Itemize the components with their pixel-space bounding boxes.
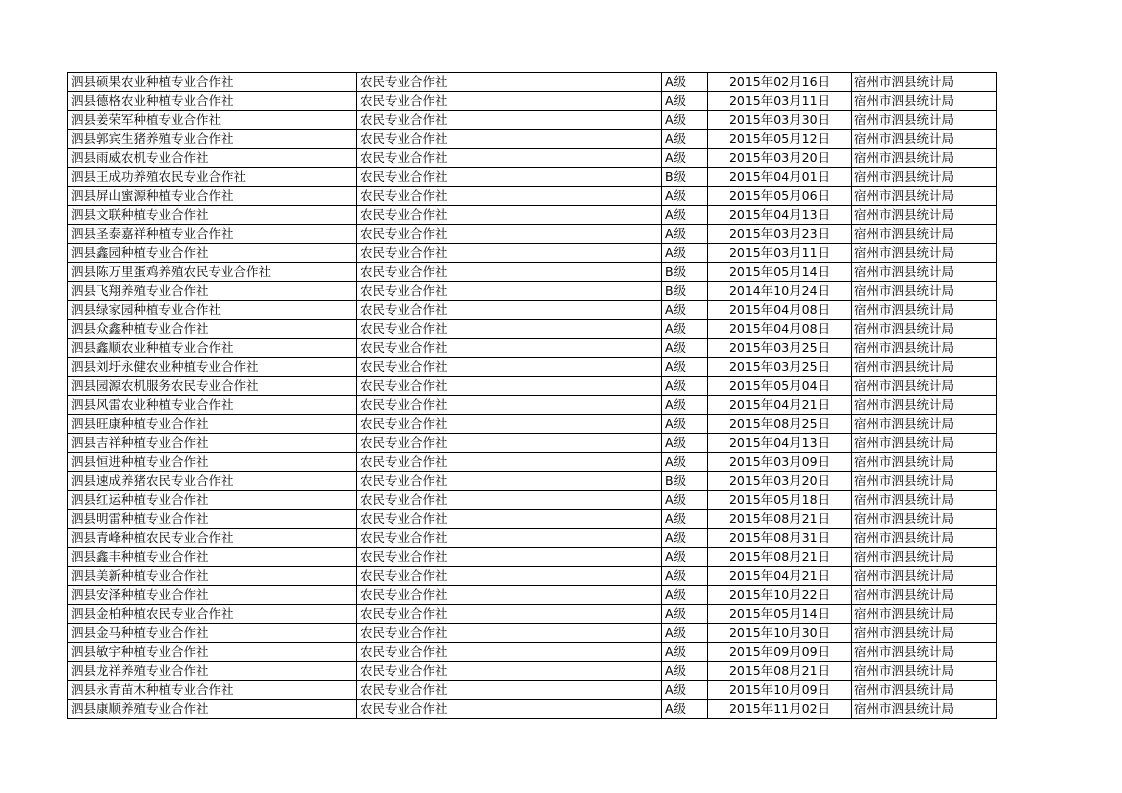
table-row: [68, 225, 997, 244]
cooperative-type-cell: 农民专业合作社: [357, 453, 662, 472]
grade-cell: A级: [662, 548, 708, 567]
bureau-cell: 宿州市泗县统计局: [852, 510, 997, 529]
date-cell: 2015年04月21日: [708, 567, 852, 586]
bureau-cell: 宿州市泗县统计局: [852, 320, 997, 339]
bureau-cell: 宿州市泗县统计局: [852, 453, 997, 472]
cooperative-type-cell: 农民专业合作社: [357, 510, 662, 529]
cooperative-type-cell: 农民专业合作社: [357, 643, 662, 662]
table-row: [68, 92, 997, 111]
cooperative-name-cell: 泗县刘圩永健农业种植专业合作社: [68, 358, 357, 377]
table-row: [68, 206, 997, 225]
table-row: [68, 586, 997, 605]
bureau-cell: 宿州市泗县统计局: [852, 187, 997, 206]
cooperative-type-cell: 农民专业合作社: [357, 301, 662, 320]
cooperative-name-cell: 泗县姜荣军种植专业合作社: [68, 111, 357, 130]
table-row: [68, 643, 997, 662]
bureau-cell: 宿州市泗县统计局: [852, 529, 997, 548]
date-cell: 2015年05月04日: [708, 377, 852, 396]
table-row: [68, 662, 997, 681]
grade-cell: B级: [662, 168, 708, 187]
cooperative-type-cell: 农民专业合作社: [357, 187, 662, 206]
date-cell: 2015年04月08日: [708, 301, 852, 320]
bureau-cell: 宿州市泗县统计局: [852, 586, 997, 605]
cooperative-name-cell: 泗县王成功养殖农民专业合作社: [68, 168, 357, 187]
cooperative-type-cell: 农民专业合作社: [357, 586, 662, 605]
date-cell: 2015年03月25日: [708, 358, 852, 377]
grade-cell: A级: [662, 700, 708, 719]
bureau-cell: 宿州市泗县统计局: [852, 377, 997, 396]
grade-cell: A级: [662, 567, 708, 586]
grade-cell: A级: [662, 244, 708, 263]
cooperative-type-cell: 农民专业合作社: [357, 377, 662, 396]
bureau-cell: 宿州市泗县统计局: [852, 225, 997, 244]
grade-cell: A级: [662, 92, 708, 111]
bureau-cell: 宿州市泗县统计局: [852, 168, 997, 187]
date-cell: 2015年03月20日: [708, 472, 852, 491]
date-cell: 2015年04月21日: [708, 396, 852, 415]
date-cell: 2015年11月02日: [708, 700, 852, 719]
bureau-cell: 宿州市泗县统计局: [852, 111, 997, 130]
cooperative-table: [67, 72, 997, 719]
date-cell: 2015年05月06日: [708, 187, 852, 206]
grade-cell: A级: [662, 301, 708, 320]
cooperative-type-cell: 农民专业合作社: [357, 206, 662, 225]
table-row: [68, 529, 997, 548]
table-row: [68, 415, 997, 434]
cooperative-name-cell: 泗县鑫顺农业种植专业合作社: [68, 339, 357, 358]
grade-cell: A级: [662, 225, 708, 244]
cooperative-type-cell: 农民专业合作社: [357, 130, 662, 149]
bureau-cell: 宿州市泗县统计局: [852, 548, 997, 567]
table-row: [68, 320, 997, 339]
table-row: [68, 149, 997, 168]
table-row: [68, 605, 997, 624]
bureau-cell: 宿州市泗县统计局: [852, 92, 997, 111]
cooperative-name-cell: 泗县红运种植专业合作社: [68, 491, 357, 510]
table-row: [68, 434, 997, 453]
grade-cell: A级: [662, 586, 708, 605]
table-row: [68, 472, 997, 491]
date-cell: 2015年04月01日: [708, 168, 852, 187]
bureau-cell: 宿州市泗县统计局: [852, 415, 997, 434]
table-row: [68, 377, 997, 396]
grade-cell: A级: [662, 130, 708, 149]
bureau-cell: 宿州市泗县统计局: [852, 681, 997, 700]
cooperative-name-cell: 泗县龙祥养殖专业合作社: [68, 662, 357, 681]
cooperative-name-cell: 泗县金柏种植农民专业合作社: [68, 605, 357, 624]
bureau-cell: 宿州市泗县统计局: [852, 149, 997, 168]
date-cell: 2014年10月24日: [708, 282, 852, 301]
cooperative-type-cell: 农民专业合作社: [357, 662, 662, 681]
table-row: [68, 681, 997, 700]
bureau-cell: 宿州市泗县统计局: [852, 396, 997, 415]
cooperative-name-cell: 泗县旺康种植专业合作社: [68, 415, 357, 434]
cooperative-name-cell: 泗县青峰种植农民专业合作社: [68, 529, 357, 548]
bureau-cell: 宿州市泗县统计局: [852, 624, 997, 643]
bureau-cell: 宿州市泗县统计局: [852, 339, 997, 358]
bureau-cell: 宿州市泗县统计局: [852, 434, 997, 453]
bureau-cell: 宿州市泗县统计局: [852, 700, 997, 719]
bureau-cell: 宿州市泗县统计局: [852, 605, 997, 624]
date-cell: 2015年03月11日: [708, 92, 852, 111]
cooperative-type-cell: 农民专业合作社: [357, 263, 662, 282]
date-cell: 2015年03月11日: [708, 244, 852, 263]
cooperative-name-cell: 泗县敏宇种植专业合作社: [68, 643, 357, 662]
table-row: [68, 263, 997, 282]
cooperative-type-cell: 农民专业合作社: [357, 168, 662, 187]
grade-cell: A级: [662, 510, 708, 529]
bureau-cell: 宿州市泗县统计局: [852, 244, 997, 263]
bureau-cell: 宿州市泗县统计局: [852, 491, 997, 510]
table-row: [68, 73, 997, 92]
cooperative-name-cell: 泗县德格农业种植专业合作社: [68, 92, 357, 111]
date-cell: 2015年08月21日: [708, 662, 852, 681]
table-row: [68, 453, 997, 472]
cooperative-type-cell: 农民专业合作社: [357, 434, 662, 453]
cooperative-name-cell: 泗县恒进种植专业合作社: [68, 453, 357, 472]
grade-cell: A级: [662, 453, 708, 472]
date-cell: 2015年08月25日: [708, 415, 852, 434]
grade-cell: A级: [662, 111, 708, 130]
cooperative-name-cell: 泗县飞翔养殖专业合作社: [68, 282, 357, 301]
grade-cell: A级: [662, 491, 708, 510]
grade-cell: A级: [662, 662, 708, 681]
cooperative-type-cell: 农民专业合作社: [357, 320, 662, 339]
table-row: [68, 187, 997, 206]
grade-cell: A级: [662, 396, 708, 415]
grade-cell: A级: [662, 415, 708, 434]
cooperative-name-cell: 泗县圣泰嘉祥种植专业合作社: [68, 225, 357, 244]
cooperative-type-cell: 农民专业合作社: [357, 244, 662, 263]
cooperative-type-cell: 农民专业合作社: [357, 396, 662, 415]
cooperative-type-cell: 农民专业合作社: [357, 225, 662, 244]
grade-cell: A级: [662, 206, 708, 225]
cooperative-type-cell: 农民专业合作社: [357, 472, 662, 491]
cooperative-name-cell: 泗县金马种植专业合作社: [68, 624, 357, 643]
date-cell: 2015年08月21日: [708, 548, 852, 567]
table-row: [68, 130, 997, 149]
cooperative-name-cell: 泗县吉祥种植专业合作社: [68, 434, 357, 453]
cooperative-name-cell: 泗县速成养猪农民专业合作社: [68, 472, 357, 491]
table-row: [68, 244, 997, 263]
grade-cell: A级: [662, 339, 708, 358]
cooperative-type-cell: 农民专业合作社: [357, 92, 662, 111]
cooperative-name-cell: 泗县郭宾生猪养殖专业合作社: [68, 130, 357, 149]
grade-cell: A级: [662, 358, 708, 377]
cooperative-name-cell: 泗县安泽种植专业合作社: [68, 586, 357, 605]
cooperative-name-cell: 泗县明雷种植专业合作社: [68, 510, 357, 529]
cooperative-type-cell: 农民专业合作社: [357, 548, 662, 567]
table-row: [68, 548, 997, 567]
grade-cell: B级: [662, 472, 708, 491]
cooperative-type-cell: 农民专业合作社: [357, 605, 662, 624]
cooperative-type-cell: 农民专业合作社: [357, 282, 662, 301]
bureau-cell: 宿州市泗县统计局: [852, 130, 997, 149]
cooperative-type-cell: 农民专业合作社: [357, 149, 662, 168]
grade-cell: B级: [662, 263, 708, 282]
cooperative-name-cell: 泗县陈万里蛋鸡养殖农民专业合作社: [68, 263, 357, 282]
bureau-cell: 宿州市泗县统计局: [852, 301, 997, 320]
table-row: [68, 282, 997, 301]
date-cell: 2015年05月14日: [708, 605, 852, 624]
cooperative-type-cell: 农民专业合作社: [357, 415, 662, 434]
cooperative-type-cell: 农民专业合作社: [357, 339, 662, 358]
date-cell: 2015年08月31日: [708, 529, 852, 548]
date-cell: 2015年04月13日: [708, 434, 852, 453]
bureau-cell: 宿州市泗县统计局: [852, 263, 997, 282]
date-cell: 2015年10月22日: [708, 586, 852, 605]
bureau-cell: 宿州市泗县统计局: [852, 73, 997, 92]
cooperative-type-cell: 农民专业合作社: [357, 358, 662, 377]
date-cell: 2015年05月14日: [708, 263, 852, 282]
cooperative-type-cell: 农民专业合作社: [357, 700, 662, 719]
date-cell: 2015年03月25日: [708, 339, 852, 358]
table-row: [68, 358, 997, 377]
cooperative-type-cell: 农民专业合作社: [357, 111, 662, 130]
grade-cell: A级: [662, 73, 708, 92]
bureau-cell: 宿州市泗县统计局: [852, 358, 997, 377]
grade-cell: A级: [662, 434, 708, 453]
grade-cell: A级: [662, 529, 708, 548]
table-row: [68, 624, 997, 643]
grade-cell: A级: [662, 643, 708, 662]
table-row: [68, 168, 997, 187]
bureau-cell: 宿州市泗县统计局: [852, 643, 997, 662]
cooperative-name-cell: 泗县绿家园种植专业合作社: [68, 301, 357, 320]
table-row: [68, 700, 997, 719]
cooperative-name-cell: 泗县美新种植专业合作社: [68, 567, 357, 586]
date-cell: 2015年04月08日: [708, 320, 852, 339]
bureau-cell: 宿州市泗县统计局: [852, 282, 997, 301]
table-row: [68, 510, 997, 529]
date-cell: 2015年09月09日: [708, 643, 852, 662]
table-body: [68, 73, 997, 719]
cooperative-type-cell: 农民专业合作社: [357, 681, 662, 700]
table-row: [68, 339, 997, 358]
grade-cell: A级: [662, 605, 708, 624]
grade-cell: A级: [662, 187, 708, 206]
date-cell: 2015年02月16日: [708, 73, 852, 92]
grade-cell: A级: [662, 624, 708, 643]
cooperative-type-cell: 农民专业合作社: [357, 567, 662, 586]
bureau-cell: 宿州市泗县统计局: [852, 662, 997, 681]
date-cell: 2015年03月09日: [708, 453, 852, 472]
cooperative-name-cell: 泗县众鑫种植专业合作社: [68, 320, 357, 339]
table-row: [68, 567, 997, 586]
table-row: [68, 396, 997, 415]
cooperative-name-cell: 泗县鑫园种植专业合作社: [68, 244, 357, 263]
cooperative-type-cell: 农民专业合作社: [357, 73, 662, 92]
date-cell: 2015年10月09日: [708, 681, 852, 700]
grade-cell: B级: [662, 282, 708, 301]
cooperative-name-cell: 泗县永青苗木种植专业合作社: [68, 681, 357, 700]
grade-cell: A级: [662, 320, 708, 339]
date-cell: 2015年04月13日: [708, 206, 852, 225]
bureau-cell: 宿州市泗县统计局: [852, 567, 997, 586]
date-cell: 2015年03月20日: [708, 149, 852, 168]
date-cell: 2015年05月12日: [708, 130, 852, 149]
cooperative-name-cell: 泗县鑫丰种植专业合作社: [68, 548, 357, 567]
date-cell: 2015年10月30日: [708, 624, 852, 643]
bureau-cell: 宿州市泗县统计局: [852, 472, 997, 491]
cooperative-type-cell: 农民专业合作社: [357, 624, 662, 643]
cooperative-type-cell: 农民专业合作社: [357, 491, 662, 510]
cooperative-name-cell: 泗县文联种植专业合作社: [68, 206, 357, 225]
grade-cell: A级: [662, 377, 708, 396]
cooperative-name-cell: 泗县园源农机服务农民专业合作社: [68, 377, 357, 396]
cooperative-name-cell: 泗县风雷农业种植专业合作社: [68, 396, 357, 415]
cooperative-name-cell: 泗县康顺养殖专业合作社: [68, 700, 357, 719]
cooperative-name-cell: 泗县屏山蜜源种植专业合作社: [68, 187, 357, 206]
date-cell: 2015年03月23日: [708, 225, 852, 244]
cooperative-name-cell: 泗县硕果农业种植专业合作社: [68, 73, 357, 92]
date-cell: 2015年03月30日: [708, 111, 852, 130]
table-row: [68, 111, 997, 130]
cooperative-name-cell: 泗县雨威农机专业合作社: [68, 149, 357, 168]
cooperative-type-cell: 农民专业合作社: [357, 529, 662, 548]
date-cell: 2015年05月18日: [708, 491, 852, 510]
grade-cell: A级: [662, 149, 708, 168]
grade-cell: A级: [662, 681, 708, 700]
date-cell: 2015年08月21日: [708, 510, 852, 529]
table-row: [68, 491, 997, 510]
table-row: [68, 301, 997, 320]
bureau-cell: 宿州市泗县统计局: [852, 206, 997, 225]
